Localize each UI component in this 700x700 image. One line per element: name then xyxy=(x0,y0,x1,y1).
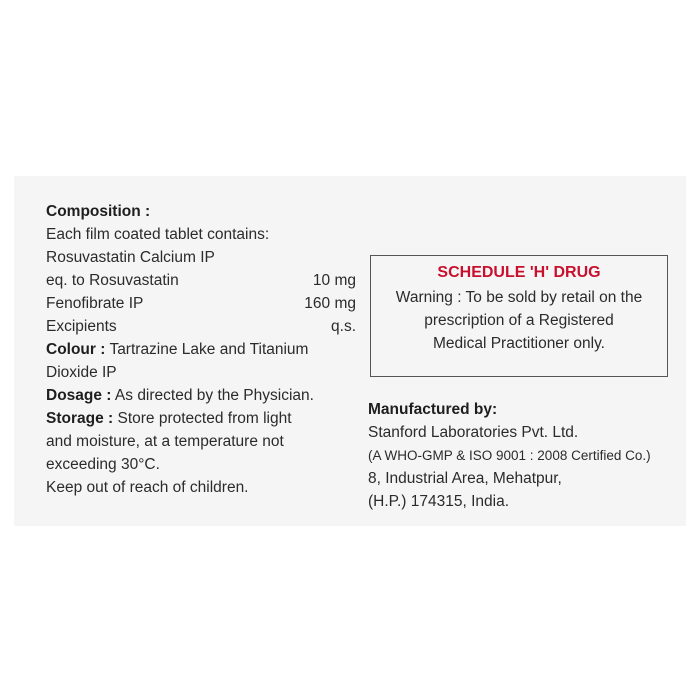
excipients-row xyxy=(46,315,356,338)
dosage-heading: Dosage : xyxy=(46,387,112,404)
manufacturer-address: (H.P.) 174315, India. xyxy=(368,493,510,510)
storage-line: exceeding 30°C. xyxy=(46,456,160,473)
manufacturer-section xyxy=(368,398,651,513)
composition-line: Each film coated tablet contains: xyxy=(46,226,270,243)
schedule-warning-line: Warning : To be sold by retail on the xyxy=(395,289,643,306)
storage-heading: Storage : xyxy=(46,410,114,427)
composition-heading: Composition : xyxy=(46,203,151,220)
schedule-h-box xyxy=(370,255,668,377)
fenofibrate-row xyxy=(46,292,356,315)
schedule-title: SCHEDULE 'H' DRUG xyxy=(437,264,601,281)
fenofibrate-value: 160 mg xyxy=(304,295,356,312)
composition-line: Rosuvastatin Calcium IP xyxy=(46,249,215,266)
keep-out-warning: Keep out of reach of children. xyxy=(46,479,249,496)
manufacturer-name: Stanford Laboratories Pvt. Ltd. xyxy=(368,424,579,441)
dosage-line xyxy=(46,384,356,407)
manufacturer-heading: Manufactured by: xyxy=(368,401,498,418)
colour-line xyxy=(46,338,356,361)
dosage-text: As directed by the Physician. xyxy=(114,387,314,404)
manufacturer-address: 8, Industrial Area, Mehatpur, xyxy=(368,470,562,487)
manufacturer-cert: (A WHO-GMP & ISO 9001 : 2008 Certified Co.) xyxy=(368,448,651,463)
fenofibrate-label: Fenofibrate IP xyxy=(46,295,144,312)
excipients-value: q.s. xyxy=(331,318,356,335)
rosuvastatin-label: eq. to Rosuvastatin xyxy=(46,272,179,289)
storage-line xyxy=(46,407,356,430)
schedule-warning-line: Medical Practitioner only. xyxy=(432,335,605,352)
storage-text: Store protected from light xyxy=(117,410,292,427)
schedule-warning-line: prescription of a Registered xyxy=(424,312,614,329)
composition-section xyxy=(46,200,356,499)
colour-heading: Colour : xyxy=(46,341,106,358)
excipients-label: Excipients xyxy=(46,318,117,335)
rosuvastatin-value: 10 mg xyxy=(312,272,356,289)
storage-line: and moisture, at a temperature not xyxy=(46,433,284,450)
rosuvastatin-row xyxy=(46,269,356,292)
colour-text: Tartrazine Lake and Titanium xyxy=(109,341,309,358)
colour-line: Dioxide IP xyxy=(46,364,117,381)
